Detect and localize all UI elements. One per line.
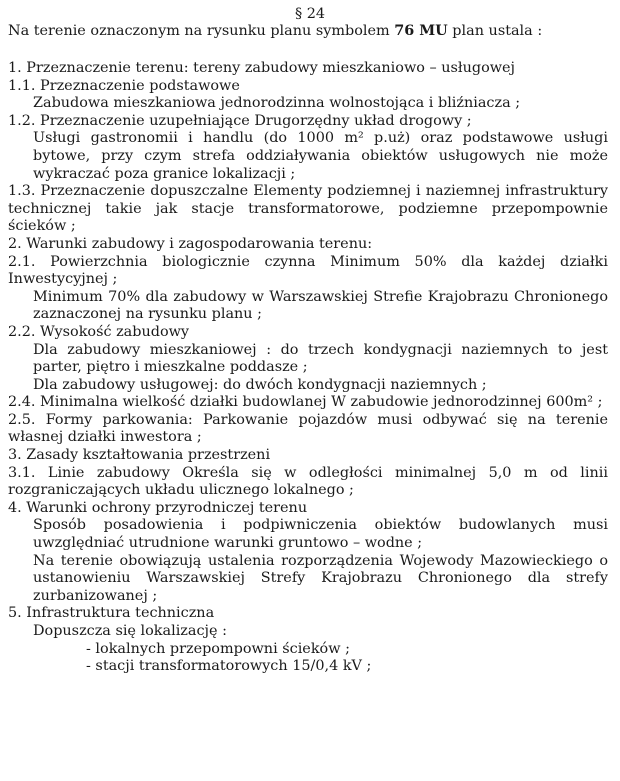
provision-line: 2.1. Powierzchnia biologicznie czynna Minimum 50% dla każdej działki Inwestycyjnej ; (8, 253, 608, 288)
provision-line: 2.4. Minimalna wielkość działki budowlanej W zabudowie jednorodzinnej 600m² ; (8, 394, 603, 411)
provision-line: Usługi gastronomii i handlu (do 1000 m² p.uż) oraz podstawowe usługi bytowe, przy czym strefa oddziaływania obiektów usługowych nie może wykraczać poza granice lokalizacji ; (33, 130, 608, 182)
intro-text-after: plan ustala : (447, 23, 543, 39)
provision-line: - lokalnych przepompowni ścieków ; (86, 640, 350, 657)
provision-line: - stacji transformatorowych 15/0,4 kV ; (86, 658, 372, 675)
provision-line: 3.1. Linie zabudowy Określa się w odległości minimalnej 5,0 m od linii rozgraniczających układu ulicznego lokalnego ; (8, 464, 608, 499)
provision-line: 1.2. Przeznaczenie uzupełniające Drugorzędny układ drogowy ; (8, 112, 472, 129)
provision-line: 3. Zasady kształtowania przestrzeni (8, 447, 271, 464)
intro-sentence (8, 22, 612, 41)
paragraph-title: § 24 (294, 6, 326, 22)
provision-line: Dla zabudowy mieszkaniowej : do trzech kondygnacji naziemnych to jest parter, piętro i mieszkalne poddasze ; (33, 341, 608, 376)
provision-line: 1.1. Przeznaczenie podstawowe (8, 77, 240, 94)
provision-line: Na terenie obowiązują ustalenia rozporządzenia Wojewody Mazowieckiego o ustanowieniu Warszawskiej Strefy Krajobrazu Chronionego dla strefy zurbanizowanej ; (33, 552, 608, 604)
zone-symbol: 76 MU (394, 22, 448, 39)
provision-line: Zabudowa mieszkaniowa jednorodzinna wolnostojąca i bliźniacza ; (33, 95, 521, 112)
provision-line: 5. Infrastruktura techniczna (8, 605, 215, 622)
provision-line: 2. Warunki zabudowy i zagospodarowania terenu: (8, 235, 373, 252)
provisions-list (8, 60, 608, 676)
provision-line: 4. Warunki ochrony przyrodniczej terenu (8, 499, 308, 516)
provision-line: 1. Przeznaczenie terenu: tereny zabudowy mieszkaniowo – usługowej (8, 60, 516, 76)
provision-line: Sposób posadowienia i podpiwniczenia obiektów budowlanych musi uwzględniać utrudnione warunki gruntowo – wodne ; (33, 517, 608, 552)
provision-line: 2.5. Formy parkowania: Parkowanie pojazdów musi odbywać się na terenie własnej działki inwestora ; (8, 411, 608, 446)
provision-line: Minimum 70% dla zabudowy w Warszawskiej Strefie Krajobrazu Chronionego zaznaczonej na rysunku planu ; (33, 288, 608, 323)
provision-line: Dopuszcza się lokalizację : (33, 623, 227, 639)
provision-line: 2.2. Wysokość zabudowy (8, 323, 190, 340)
provision-line: Dla zabudowy usługowej: do dwóch kondygnacji naziemnych ; (33, 376, 487, 393)
provision-line: 1.3. Przeznaczenie dopuszczalne Elementy podziemnej i naziemnej infrastruktury technicznej takie jak stacje transformatorowe, podziemne przepompownie ścieków ; (8, 183, 608, 235)
intro-text-before: Na terenie oznaczonym na rysunku planu symbolem (8, 23, 395, 39)
